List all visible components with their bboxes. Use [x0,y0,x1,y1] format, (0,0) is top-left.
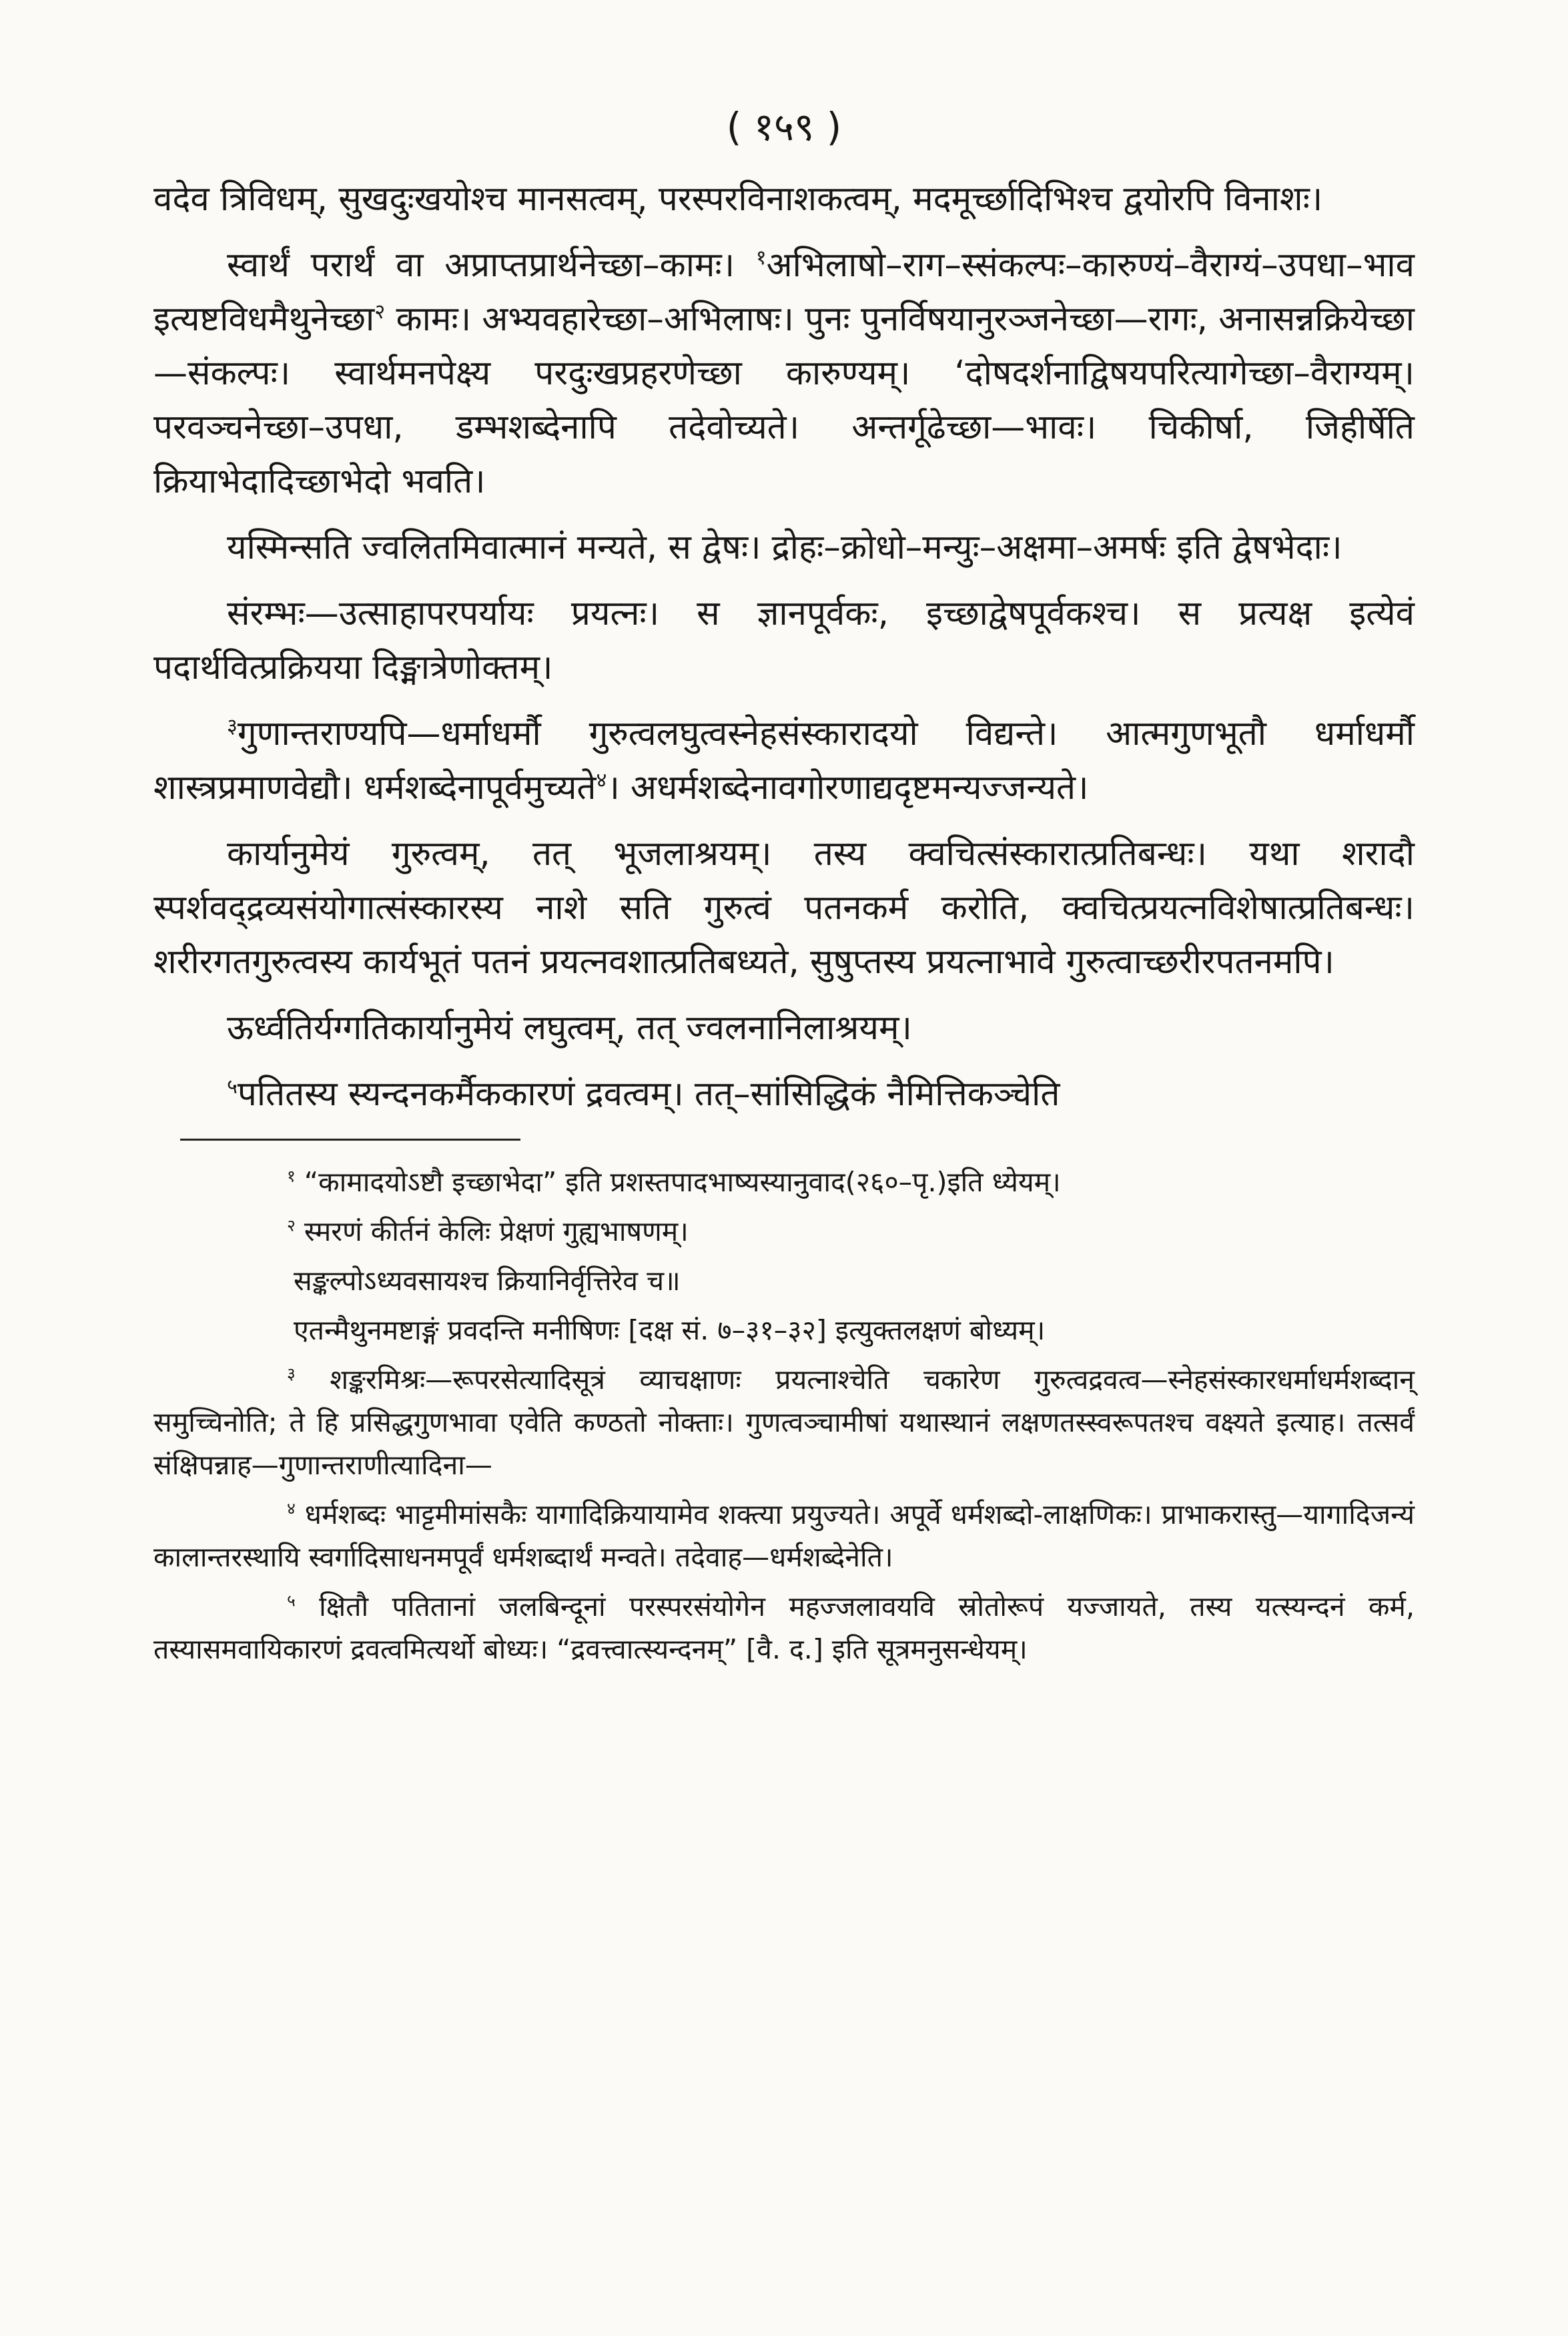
paragraph-2 [153,238,1415,509]
footnote-3-text: शङ्करमिश्रः—रूपरसेत्यादिसूत्रं व्याचक्षाणः प्रयत्नाश्चेति चकारेण गुरुत्वद्रवत्व—स्नेहसंस्कारधर्माधर्मशब्दान् समुच्चिनोति; ते हि प्रसिद्धगुणभावा एवेति कण्ठतो नोक्ताः। गुणत्वञ्चामीषां यथास्थानं लक्षणतस्स्वरूपतश्च वक्ष्यते इत्याह। तत्सर्वं संक्षिपन्नाह—गुणान्तराणीत्यादिना— [153,1364,1415,1481]
footnote-1-number: १ [287,1166,296,1186]
footnote-2-line-3: एतन्मैथुनमष्टाङ्गं प्रवदन्ति मनीषिणः [दक्ष सं. ७–३१–३२] इत्युक्तलक्षणं बोध्यम्। [294,1314,1046,1346]
paragraph-5-part-b: । अधर्मशब्देनावगोरणाद्यदृष्टमन्यज्जन्यते। [607,768,1089,808]
footnote-2-verse-1: स्मरणं कीर्तनं केलिः प्रेक्षणं गुह्यभाषणम्। [304,1215,689,1247]
footnote-1-text: “कामादयोऽष्टौ इच्छाभेदा” इति प्रशस्तपादभाष्यस्यानुवाद(२६०–पृ.)इति ध्येयम्। [304,1166,1061,1198]
paragraph-8-text: पतितस्य स्यन्दनकर्मैककारणं द्रवत्वम्। तत्–सांसिद्धिकं नैमित्तिकञ्चेति [237,1075,1060,1114]
document-page [153,100,1415,2296]
footnote-5 [153,1585,1415,1671]
paragraph-1: वदेव त्रिविधम्, सुखदुःखयोश्च मानसत्वम्, परस्परविनाशकत्वम्, मदमूर्च्छादिभिश्च द्वयोरपि विनाशः। [153,180,1323,219]
footnote-ref-3: ३ [227,715,238,738]
footnote-ref-2: २ [374,300,386,324]
paragraph-2-part-b: अभिलाषो–राग–स्संकल्पः–कारुण्यं–वैराग्यं–उपधा–भाव इत्यष्टविधमैथुनेच्छा [153,246,1415,339]
footnote-2-line-1 [153,1210,1415,1253]
main-text [153,172,1415,1121]
paragraph-8 [153,1067,1415,1121]
paragraph-2-part-a: स्वार्थं परार्थं वा अप्राप्तप्रार्थनेच्छा–कामः। [227,246,735,285]
footnote-ref-4: ४ [596,769,607,792]
footnote-5-number: ५ [287,1590,296,1611]
page-number: ( १५९ ) [726,104,842,150]
footnote-5-text: क्षितौ पतितानां जलबिन्दूनां परस्परसंयोगेन महज्जलावयवि स्रोतोरूपं यज्जायते, तस्य यत्स्यन्दनं कर्म, तस्यासमवायिकारणं द्रवत्वमित्यर्थो बोध्यः। “द्रवत्त्वात्स्यन्दनम्” [वै. द.] इति सूत्रमनुसन्धेयम्। [153,1590,1415,1665]
paragraph-5-part-a: गुणान्तराण्यपि—धर्माधर्मौ गुरुत्वलघुत्वस्नेहसंस्कारादयो विद्यन्ते। आत्मगुणभूतौ धर्माधर्मौ शास्त्रप्रमाणवेद्यौ। धर्मशब्देनापूर्वमुच्यते [153,714,1415,808]
footnote-2-number: २ [287,1215,296,1235]
footnote-ref-1: १ [755,246,767,270]
footnote-1 [153,1161,1415,1203]
footnote-2-verse-2: सङ्कल्पोऽध्यवसायश्च क्रियानिर्वृत्तिरेव च॥ [294,1265,681,1297]
paragraph-4: संरम्भः—उत्साहापरपर्यायः प्रयत्नः। स ज्ञानपूर्वकः, इच्छाद्वेषपूर्वकश्च। स प्रत्यक्ष इत्येवं पदार्थवित्प्रक्रियया दिङ्मात्रेणोक्तम्। [153,594,1415,687]
footnote-divider [180,1139,520,1141]
footnote-3 [153,1358,1415,1486]
footnote-4 [153,1493,1415,1578]
footnote-ref-5: ५ [227,1075,238,1099]
paragraph-3: यस्मिन्सति ज्वलितमिवात्मानं मन्यते, स द्वेषः। द्रोहः–क्रोधो–मन्युः–अक्षमा–अमर्षः इति द्वेषभेदाः। [227,528,1342,567]
footnote-4-number: ४ [287,1498,296,1518]
footnote-4-text: धर्मशब्दः भाट्टमीमांसकैः यागादिक्रियायामेव शक्त्या प्रयुज्यते। अपूर्वे धर्मशब्दो-लाक्षणिकः। प्राभाकरास्तु—यागादिजन्यं कालान्तरस्थायि स्वर्गादिसाधनमपूर्वं धर्मशब्दार्थं मन्वते। तदेवाह—धर्मशब्देनेति। [153,1498,1415,1573]
footnotes [153,1161,1415,1671]
paragraph-6: कार्यानुमेयं गुरुत्वम्, तत् भूजलाश्रयम्। तस्य क्वचित्संस्कारात्प्रतिबन्धः। यथा शरादौ स्पर्शवद्द्रव्यसंयोगात्संस्कारस्य नाशे सति गुरुत्वं पतनकर्म करोति, क्वचित्प्रयत्नविशेषात्प्रतिबन्धः। शरीरगतगुरुत्वस्य कार्यभूतं पतनं प्रयत्नवशात्प्रतिबध्यते, सुषुप्तस्य प्रयत्नाभावे गुरुत्वाच्छरीरपतनमपि। [153,834,1415,982]
paragraph-5 [153,707,1415,815]
paragraph-2-part-c: कामः। अभ्यवहारेच्छा–अभिलाषः। पुनः पुनर्विषयानुरञ्जनेच्छा—रागः, अनासन्नक्रियेच्छा—संकल्पः। स्वार्थमनपेक्ष्य परदुःखप्रहरणेच्छा कारुण्यम्। ‘दोषदर्शनाद्विषयपरित्यागेच्छा–वैराग्यम्। परवञ्चनेच्छा–उपधा, डम्भशब्देनापि तदेवोच्यते। अन्तर्गूढेच्छा—भावः। चिकीर्षा, जिहीर्षेति क्रियाभेदादिच्छाभेदो भवति। [153,300,1415,501]
footnote-3-number: ३ [287,1364,296,1384]
paragraph-7: ऊर्ध्वतिर्यग्गतिकार्यानुमेयं लघुत्वम्, तत् ज्वलनानिलाश्रयम्। [227,1008,912,1048]
